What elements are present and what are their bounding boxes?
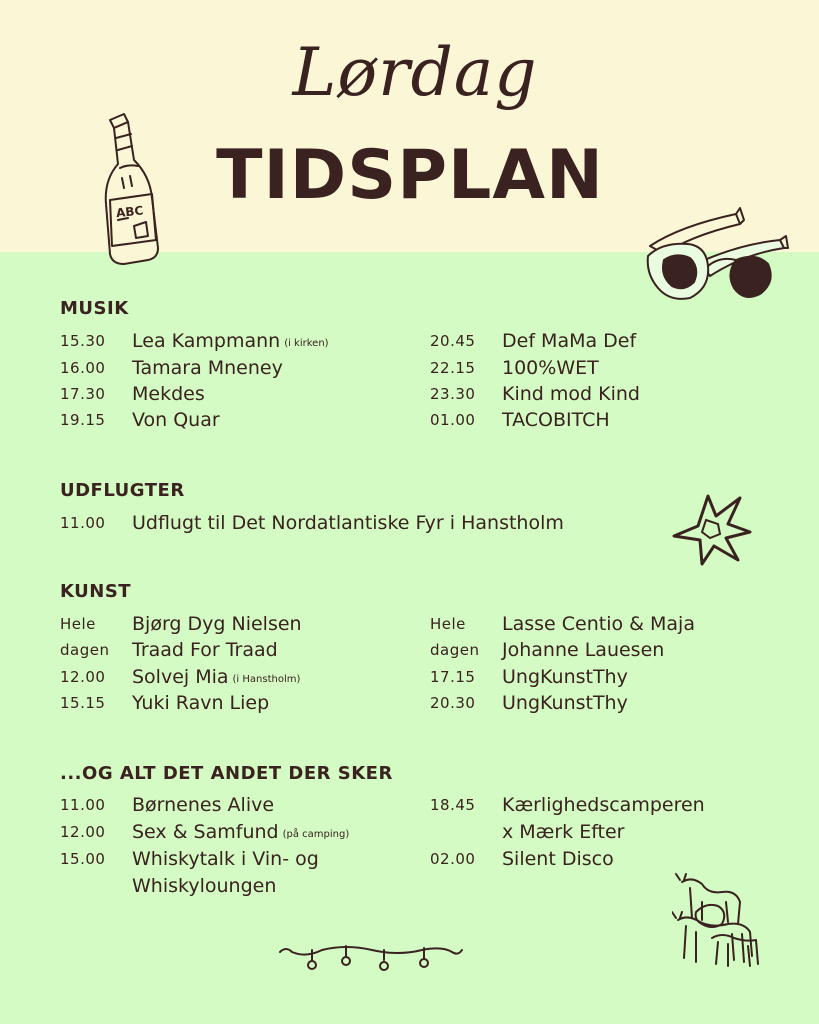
event-time: Hele (430, 615, 466, 633)
list-item (430, 328, 770, 354)
list-item (430, 690, 770, 716)
event-note: (på camping) (282, 829, 350, 840)
event-name: Kind mod Kind (502, 383, 640, 405)
event-time: Hele (60, 615, 96, 633)
event-name: Johanne Lauesen (502, 639, 665, 661)
event-time: 18.45 (430, 796, 476, 814)
section-heading-andet: ...OG ALT DET ANDET DER SKER (60, 763, 393, 784)
event-name: Sex & Samfund (132, 821, 279, 843)
event-time: 12.00 (60, 668, 106, 686)
event-time: 11.00 (60, 796, 106, 814)
event-name: Traad For Traad (132, 639, 278, 661)
bottle-icon (98, 108, 164, 268)
event-name: Lasse Centio & Maja (502, 613, 695, 635)
event-name: Tamara Mneney (132, 357, 283, 379)
list-item (60, 819, 420, 845)
list-item (60, 846, 420, 872)
list-item (60, 407, 400, 433)
event-name: x Mærk Efter (502, 821, 625, 843)
event-name: Def MaMa Def (502, 330, 637, 352)
event-time: 16.00 (60, 359, 106, 377)
list-item (60, 664, 400, 690)
garland-icon (276, 938, 466, 978)
list-item (60, 510, 680, 536)
event-name: Børnenes Alive (132, 794, 275, 816)
event-time: 15.30 (60, 332, 106, 350)
list-item (60, 792, 420, 818)
list-item (430, 381, 770, 407)
event-name: TACOBITCH (502, 409, 610, 431)
event-name: Whiskytalk i Vin- og (132, 848, 319, 870)
event-time: dagen (430, 641, 480, 659)
list-item (430, 792, 770, 818)
list-item (430, 611, 770, 637)
list-item (60, 873, 420, 899)
list-item (60, 355, 400, 381)
sunglasses-icon (640, 200, 790, 310)
event-name: Kærlighedscamperen (502, 794, 705, 816)
event-time: 02.00 (430, 850, 476, 868)
event-time: 22.15 (430, 359, 476, 377)
event-name: Solvej Mia (132, 666, 229, 688)
list-item (430, 637, 770, 663)
event-time: 11.00 (60, 514, 106, 532)
event-time: 12.00 (60, 823, 106, 841)
list-item (430, 355, 770, 381)
event-time: 01.00 (430, 411, 476, 429)
event-name: Lea Kampmann (132, 330, 281, 352)
event-note: (i Hanstholm) (232, 674, 301, 685)
star-icon (668, 490, 754, 566)
event-note: (i kirken) (284, 338, 329, 349)
svg-text:ABC: ABC (115, 203, 144, 221)
list-item (60, 690, 400, 716)
section-heading-musik: MUSIK (60, 298, 129, 319)
list-item (60, 328, 400, 354)
event-time: 15.00 (60, 850, 106, 868)
section-heading-kunst: KUNST (60, 581, 132, 602)
event-name: UngKunstThy (502, 692, 628, 714)
event-time: 19.15 (60, 411, 106, 429)
page-title: TIDSPLAN (216, 136, 604, 215)
list-item (60, 381, 400, 407)
event-name: Mekdes (132, 383, 205, 405)
list-item (430, 819, 770, 845)
list-item (430, 664, 770, 690)
goats-icon (672, 872, 762, 968)
list-item (60, 637, 400, 663)
event-name: Whiskyloungen (132, 875, 277, 897)
event-time: 20.45 (430, 332, 476, 350)
section-heading-udflugter: UDFLUGTER (60, 480, 185, 501)
event-name: Udflugt til Det Nordatlantiske Fyr i Hanstholm (132, 512, 564, 534)
event-name: Von Quar (132, 409, 220, 431)
list-item (430, 407, 770, 433)
event-time: dagen (60, 641, 110, 659)
event-time: 17.30 (60, 385, 106, 403)
event-time: 23.30 (430, 385, 476, 403)
event-name: UngKunstThy (502, 666, 628, 688)
event-time: 20.30 (430, 694, 476, 712)
list-item (60, 611, 400, 637)
event-name: 100%WET (502, 357, 599, 379)
event-name: Silent Disco (502, 848, 614, 870)
page-subtitle: Lørdag (292, 34, 538, 111)
event-time: 15.15 (60, 694, 106, 712)
event-name: Yuki Ravn Liep (132, 692, 270, 714)
event-name: Bjørg Dyg Nielsen (132, 613, 302, 635)
list-item (430, 846, 770, 872)
event-time: 17.15 (430, 668, 476, 686)
